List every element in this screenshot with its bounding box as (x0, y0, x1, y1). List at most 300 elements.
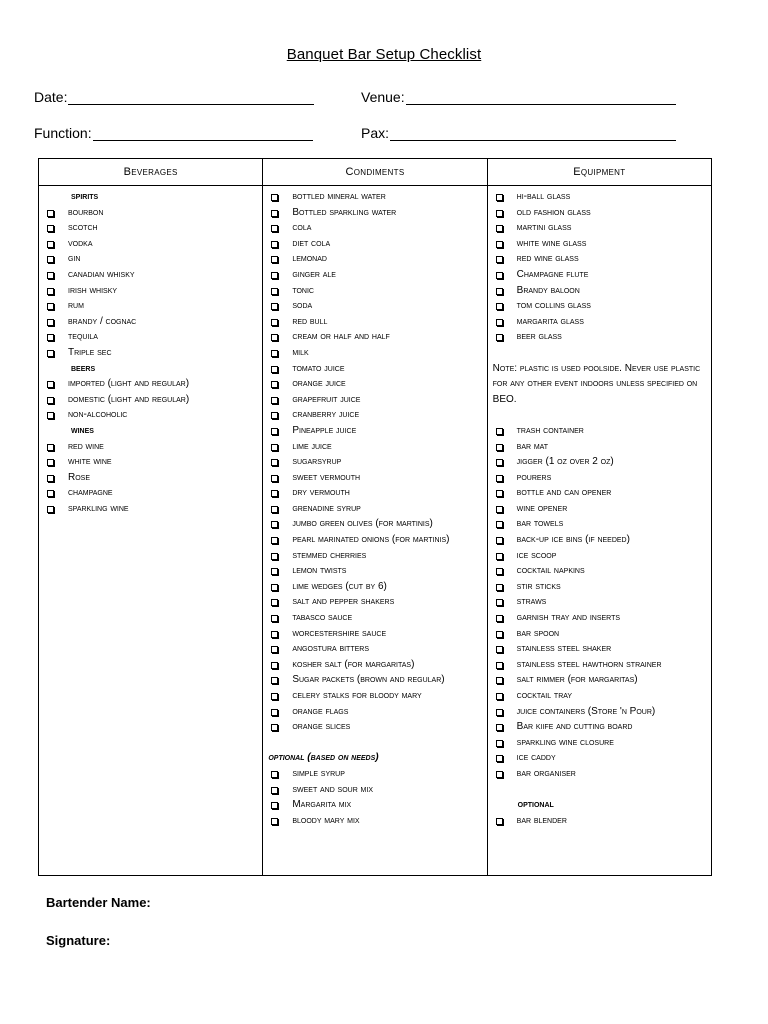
checklist-item-label: bloody mary mix (292, 814, 360, 826)
checklist-item-label: cranberry juice (292, 409, 360, 421)
checklist-item (493, 298, 707, 314)
checkbox-icon[interactable] (271, 303, 278, 310)
checklist-item (268, 641, 482, 657)
checklist-item-label: bar blender (516, 814, 567, 826)
checkbox-icon[interactable] (47, 506, 54, 513)
checklist-item-label: imported (light and regular) (68, 378, 190, 390)
checkbox-icon[interactable] (271, 225, 278, 232)
checklist-item-label: beer glass (516, 331, 562, 343)
checklist-item-label: bar mat (516, 440, 549, 452)
date-field[interactable] (34, 89, 314, 105)
checklist-item (493, 485, 707, 501)
checklist-item-label: cocktail tray (516, 690, 573, 701)
section-heading: optional (517, 799, 554, 811)
checklist-item (44, 283, 258, 299)
checkbox-icon[interactable] (496, 771, 503, 778)
checkbox-icon[interactable] (271, 521, 278, 528)
note-text: Note: plastic is used poolside. Never use plastic for any other event indoors unless specified on BEO. (492, 362, 701, 405)
checklist-item-label: tabasco sauce (292, 612, 353, 624)
checklist-item-label: red wine (68, 440, 104, 452)
checklist-item-label: Triple sec (68, 346, 112, 358)
checklist-item (493, 657, 707, 673)
checklist-item-label: jigger (1 oz over 2 oz) (516, 456, 614, 468)
checkbox-icon[interactable] (271, 677, 278, 684)
checklist-item-label: lime wedges (cut by 6) (292, 580, 387, 592)
checklist-item (493, 236, 707, 252)
checklist-item-label: orange flags (292, 705, 349, 717)
checklist-item (44, 407, 258, 423)
checklist-item-label: Bottled sparkling water (292, 206, 397, 218)
checkbox-icon[interactable] (271, 194, 278, 201)
checkbox-icon[interactable] (47, 334, 54, 341)
pax-line[interactable] (390, 126, 676, 141)
checklist-item-label: worcestershire sauce (292, 627, 387, 639)
checkbox-icon[interactable] (271, 584, 278, 591)
checkbox-icon[interactable] (496, 319, 503, 326)
checklist-item-label: stainless steel shaker (516, 643, 612, 655)
checkbox-icon[interactable] (496, 303, 503, 310)
checklist-item (268, 782, 482, 798)
checklist-item-label: bar spoon (516, 627, 560, 639)
checklist-item (268, 236, 482, 252)
checklist-item (493, 189, 707, 205)
checklist-item-label: ginger ale (292, 268, 336, 280)
checklist-item (493, 766, 707, 782)
checkbox-icon[interactable] (496, 241, 503, 248)
checklist-item-label: vodka (68, 237, 93, 249)
checklist-item-label: celery stalks for bloody mary (292, 690, 422, 701)
checklist-item (44, 220, 258, 236)
checkbox-icon[interactable] (47, 459, 54, 466)
checklist-item (268, 704, 482, 720)
checklist-item (268, 563, 482, 579)
checkbox-icon[interactable] (496, 755, 503, 762)
checkbox-icon[interactable] (271, 490, 278, 497)
checklist-item (268, 626, 482, 642)
checklist-item-label: Champagne flute (516, 268, 589, 280)
checkbox-icon[interactable] (271, 724, 278, 731)
checklist-item (493, 439, 707, 455)
checklist-item-label: grenadine syrup (292, 502, 361, 514)
checkbox-icon[interactable] (47, 350, 54, 357)
checklist-item (493, 470, 707, 486)
checklist-item (493, 329, 707, 345)
section-heading: beers (71, 362, 96, 374)
checklist-item-label: Pineapple juice (292, 424, 357, 436)
spacer (268, 735, 482, 751)
checkbox-icon[interactable] (271, 381, 278, 388)
checklist-item (493, 516, 707, 532)
function-field[interactable] (34, 125, 313, 141)
signature-label: Signature: (46, 933, 111, 948)
checklist-item-label: rum (68, 300, 84, 312)
checkbox-icon[interactable] (496, 225, 503, 232)
checkbox-icon[interactable] (496, 599, 503, 606)
checklist-item-label: pourers (516, 471, 552, 483)
checklist-item (44, 454, 258, 470)
checklist-item (268, 376, 482, 392)
checkbox-icon[interactable] (496, 584, 503, 591)
checklist-item-label: straws (516, 596, 547, 608)
checklist-item-label: white wine glass (516, 237, 587, 249)
checkbox-icon[interactable] (271, 771, 278, 778)
checklist-item (44, 439, 258, 455)
checklist-item-label: diet cola (292, 237, 331, 249)
checklist-item (493, 626, 707, 642)
checklist-item (493, 283, 707, 299)
checklist-item-label: domestic (light and regular) (68, 393, 190, 405)
checkbox-icon[interactable] (271, 709, 278, 716)
checklist-item (493, 251, 707, 267)
equipment-list (488, 186, 711, 828)
checklist-item (268, 501, 482, 517)
checkbox-icon[interactable] (271, 444, 278, 451)
checklist-item-label: sweet vermouth (292, 471, 361, 483)
checklist-item (268, 813, 482, 829)
checklist-item-label: red wine glass (516, 253, 579, 265)
checkbox-icon[interactable] (496, 459, 503, 466)
checkbox-icon[interactable] (271, 350, 278, 357)
checklist-item-label: angostura bitters (292, 643, 370, 655)
function-label: Function: (34, 125, 92, 141)
checklist-item (493, 735, 707, 751)
checklist-item (493, 532, 707, 548)
checklist-item-label: sparkling wine (68, 502, 129, 514)
checklist-item (268, 407, 482, 423)
checklist-item (268, 657, 482, 673)
checklist-item (268, 423, 482, 439)
checklist-item (44, 298, 258, 314)
checklist-item-label: stemmed cherries (292, 549, 367, 561)
checklist-item-label: ice caddy (516, 752, 556, 764)
checkbox-icon[interactable] (271, 272, 278, 279)
checklist-item-label: scotch (68, 222, 98, 234)
checklist-item (268, 329, 482, 345)
checkbox-icon[interactable] (496, 521, 503, 528)
checkbox-icon[interactable] (271, 506, 278, 513)
checklist-item (268, 485, 482, 501)
checkbox-icon[interactable] (47, 490, 54, 497)
checklist-item (268, 548, 482, 564)
checklist-item (268, 610, 482, 626)
checklist-item-label: orange juice (292, 378, 346, 390)
pax-label: Pax: (361, 125, 390, 141)
checklist-item-label: milk (292, 346, 309, 358)
date-label: Date: (34, 89, 68, 105)
beverages-column (39, 186, 263, 876)
checklist-item (493, 267, 707, 283)
checklist-item (493, 750, 707, 766)
checkbox-icon[interactable] (271, 693, 278, 700)
checkbox-icon[interactable] (271, 615, 278, 622)
checklist-item (493, 688, 707, 704)
checklist-table (38, 158, 712, 876)
page-title: Banquet Bar Setup Checklist (286, 46, 482, 63)
checklist-item-label: ice scoop (516, 549, 557, 561)
checklist-item (44, 485, 258, 501)
checkbox-icon[interactable] (496, 724, 503, 731)
checklist-item (268, 439, 482, 455)
checkbox-icon[interactable] (47, 210, 54, 217)
checkbox-icon[interactable] (496, 506, 503, 513)
condiments-header: Condiments (263, 159, 487, 186)
checklist-item (268, 361, 482, 377)
checkbox-icon[interactable] (496, 615, 503, 622)
checkbox-icon[interactable] (47, 272, 54, 279)
checklist-item-label: simple syrup (292, 767, 345, 779)
checklist-item (493, 205, 707, 221)
checkbox-icon[interactable] (496, 288, 503, 295)
checkbox-icon[interactable] (496, 428, 503, 435)
checkbox-icon[interactable] (271, 475, 278, 482)
checkbox-icon[interactable] (496, 272, 503, 279)
checklist-item-label: bar organiser (516, 767, 576, 779)
checklist-item-label: champagne (68, 487, 113, 499)
checkbox-icon[interactable] (496, 490, 503, 497)
checkbox-icon[interactable] (271, 241, 278, 248)
checklist-item-label: gin (68, 253, 81, 265)
checklist-item (268, 672, 482, 688)
checklist-item (268, 594, 482, 610)
checklist-item (268, 220, 482, 236)
checkbox-icon[interactable] (271, 256, 278, 263)
checkbox-icon[interactable] (271, 662, 278, 669)
checklist-item-label: old fashion glass (516, 206, 591, 218)
checklist-item (493, 719, 707, 735)
equipment-column (487, 186, 711, 876)
checklist-item (493, 594, 707, 610)
checklist-item (268, 392, 482, 408)
checklist-item-label: juice containers (Store 'n Pour) (516, 705, 656, 717)
checklist-item-label: stainless steel hawthorn strainer (516, 658, 662, 670)
checklist-item-label: hi-ball glass (516, 191, 571, 202)
checklist-item (268, 516, 482, 532)
checklist-item-label: irish whisky (68, 284, 118, 296)
checklist-item-label: lemonad (292, 253, 327, 265)
checklist-item-label: lemon twists (292, 565, 347, 577)
spacer (493, 407, 707, 423)
checkbox-icon[interactable] (496, 693, 503, 700)
checklist-item-label: Rose (68, 471, 91, 483)
checklist-item-label: dry vermouth (292, 487, 350, 499)
checklist-item-label: garnish tray and inserts (516, 612, 621, 624)
checklist-item-label: orange slices (292, 721, 351, 733)
checklist-item (493, 314, 707, 330)
checklist-item (44, 329, 258, 345)
checklist-item (268, 797, 482, 813)
checkbox-icon[interactable] (47, 381, 54, 388)
checklist-item-label: tomato juice (292, 362, 345, 374)
checklist-item-label: kosher salt (for margaritas) (292, 658, 415, 670)
checklist-item (493, 610, 707, 626)
checkbox-icon[interactable] (496, 709, 503, 716)
checklist-item (493, 220, 707, 236)
checklist-item (493, 672, 707, 688)
checkbox-icon[interactable] (271, 210, 278, 217)
checklist-item (268, 532, 482, 548)
checkbox-icon[interactable] (496, 646, 503, 653)
checklist-item (493, 548, 707, 564)
checklist-item-label: cocktail napkins (516, 565, 585, 577)
checklist-item-label: red bull (292, 315, 328, 327)
checklist-item (493, 501, 707, 517)
checklist-item (493, 423, 707, 439)
checkbox-icon[interactable] (271, 366, 278, 373)
pax-field[interactable] (361, 125, 676, 141)
checklist-item (493, 641, 707, 657)
checkbox-icon[interactable] (271, 802, 278, 809)
venue-label: Venue: (361, 89, 405, 105)
checklist-item-label: tom collins glass (516, 300, 591, 312)
checkbox-icon[interactable] (271, 631, 278, 638)
checkbox-icon[interactable] (47, 241, 54, 248)
checklist-item-label: margarita glass (516, 315, 584, 327)
checkbox-icon[interactable] (47, 444, 54, 451)
checklist-item-label: stir sticks (516, 580, 561, 592)
checklist-item (268, 579, 482, 595)
checklist-item-label: bottled mineral water (292, 191, 386, 202)
checklist-item-label: wine opener (516, 502, 568, 514)
checkbox-icon[interactable] (47, 412, 54, 419)
checkbox-icon[interactable] (271, 334, 278, 341)
checklist-item (44, 376, 258, 392)
checklist-item (268, 470, 482, 486)
checklist-item (268, 345, 482, 361)
checklist-item (44, 314, 258, 330)
checklist-item-label: cream or half and half (292, 331, 390, 343)
checklist-item-label: jumbo green olives (for martinis) (292, 518, 433, 530)
section-heading: wines (71, 424, 94, 436)
checkbox-icon[interactable] (271, 459, 278, 466)
checklist-item (44, 205, 258, 221)
spacer (493, 345, 707, 361)
checklist-item (44, 470, 258, 486)
checklist-item (268, 314, 482, 330)
checklist-item-label: Brandy baloon (516, 284, 580, 296)
checkbox-icon[interactable] (496, 553, 503, 560)
checkbox-icon[interactable] (47, 397, 54, 404)
checklist-item (44, 501, 258, 517)
checklist-item-label: non-alcoholic (68, 409, 128, 421)
checkbox-icon[interactable] (496, 334, 503, 341)
checkbox-icon[interactable] (496, 662, 503, 669)
checklist-item-label: bottle and can opener (516, 487, 612, 499)
checkbox-icon[interactable] (496, 444, 503, 451)
checkbox-icon[interactable] (496, 568, 503, 575)
checkbox-icon[interactable] (47, 319, 54, 326)
checkbox-icon[interactable] (47, 225, 54, 232)
checkbox-icon[interactable] (496, 631, 503, 638)
checkbox-icon[interactable] (496, 537, 503, 544)
checklist-item-label: soda (292, 300, 313, 312)
checkbox-icon[interactable] (496, 818, 503, 825)
checklist-item (268, 267, 482, 283)
checklist-item-label: sugarsyrup (292, 456, 342, 468)
date-line[interactable] (68, 90, 314, 105)
equipment-header: Equipment (487, 159, 711, 186)
checklist-item (268, 719, 482, 735)
checklist-item-label: pearl marinated onions (for martinis) (292, 534, 450, 546)
checklist-item-label: brandy / cognac (68, 315, 137, 327)
checklist-item-label: tonic (292, 284, 314, 296)
checkbox-icon[interactable] (271, 397, 278, 404)
checklist-item (44, 236, 258, 252)
bartender-name-label: Bartender Name: (46, 895, 151, 910)
checkbox-icon[interactable] (47, 288, 54, 295)
checklist-item-label: bar towels (516, 518, 564, 530)
checklist-item (268, 205, 482, 221)
checklist-item-label: Margarita mix (292, 799, 352, 811)
checkbox-icon[interactable] (271, 568, 278, 575)
checkbox-icon[interactable] (47, 475, 54, 482)
checklist-item (268, 454, 482, 470)
checkbox-icon[interactable] (47, 303, 54, 310)
function-line[interactable] (93, 126, 313, 141)
checklist-item-label: Sugar packets (brown and regular) (292, 674, 445, 686)
checkbox-icon[interactable] (271, 818, 278, 825)
beverages-list (39, 186, 262, 516)
checkbox-icon[interactable] (271, 599, 278, 606)
checklist-item (268, 298, 482, 314)
checkbox-icon[interactable] (496, 194, 503, 201)
section-heading: spirits (71, 191, 99, 202)
checklist-item-label: tequila (68, 331, 98, 343)
checklist-item (493, 454, 707, 470)
venue-field[interactable] (361, 89, 676, 105)
checklist-item-label: bourbon (68, 206, 104, 218)
beverages-header: Beverages (39, 159, 263, 186)
checkbox-icon[interactable] (496, 677, 503, 684)
checklist-item (493, 704, 707, 720)
checklist-item-label: salt rimmer (for margaritas) (516, 674, 638, 686)
section-heading: optional (based on needs) (268, 752, 379, 764)
spacer (493, 782, 707, 798)
checkbox-icon[interactable] (496, 740, 503, 747)
checklist-item-label: grapefruit juice (292, 393, 361, 405)
checkbox-icon[interactable] (271, 553, 278, 560)
checkbox-icon[interactable] (47, 256, 54, 263)
checkbox-icon[interactable] (271, 288, 278, 295)
checklist-item-label: lime juice (292, 440, 332, 452)
checklist-item-label: martini glass (516, 222, 572, 234)
checkbox-icon[interactable] (496, 210, 503, 217)
checklist-item (268, 283, 482, 299)
checklist-item (268, 688, 482, 704)
checklist-item-label: sweet and sour mix (292, 783, 374, 795)
checkbox-icon[interactable] (271, 319, 278, 326)
checklist-item (493, 563, 707, 579)
checklist-item (268, 251, 482, 267)
checklist-item-label: canadian whisky (68, 268, 135, 280)
condiments-list (263, 186, 486, 828)
venue-line[interactable] (406, 90, 676, 105)
checklist-item (268, 766, 482, 782)
checkbox-icon[interactable] (271, 428, 278, 435)
checklist-item-label: Bar kiife and cutting board (516, 721, 633, 733)
checklist-item (44, 345, 258, 361)
checklist-item-label: salt and pepper shakers (292, 596, 395, 608)
checkbox-icon[interactable] (271, 537, 278, 544)
checkbox-icon[interactable] (271, 787, 278, 794)
checkbox-icon[interactable] (496, 475, 503, 482)
checklist-item-label: sparkling wine closure (516, 736, 614, 748)
checkbox-icon[interactable] (496, 256, 503, 263)
checklist-item-label: back-up ice bins (if needed) (516, 534, 630, 546)
checklist-item (44, 251, 258, 267)
checklist-item (44, 267, 258, 283)
checkbox-icon[interactable] (271, 412, 278, 419)
checkbox-icon[interactable] (271, 646, 278, 653)
